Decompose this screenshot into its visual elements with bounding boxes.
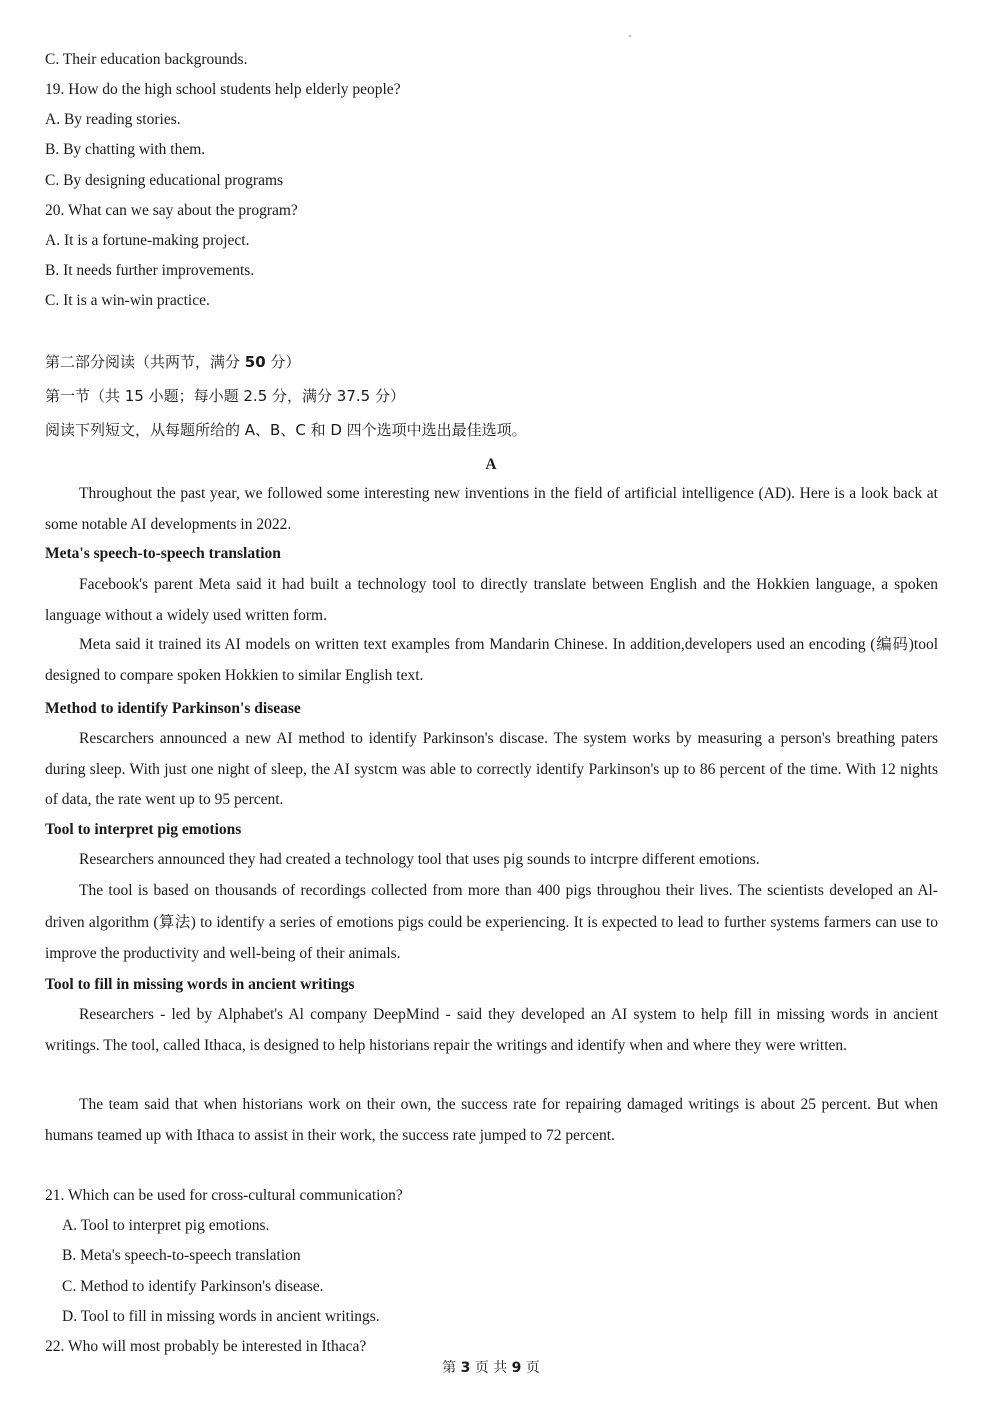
q21-option-c: C. Method to identify Parkinson's disease.: [62, 1278, 324, 1295]
q20-question: 20. What can we say about the program?: [45, 202, 298, 219]
part2-heading: [45, 352, 300, 372]
heading-parkinsons: Method to identify Parkinson's disease: [45, 700, 301, 717]
passage-label: A: [485, 456, 497, 473]
heading-meta-translation: Meta's speech-to-speech translation: [45, 545, 281, 562]
heading-pig-emotions: Tool to interpret pig emotions: [45, 821, 242, 838]
paragraph-parkinsons: Rescarchers announced a new AI method to identify Parkinson's discase. The system works by measuring a person's breathing paters during sleep. With just one night of sleep, the AI systcm was able to correctly identify Parkinson's up to 86 percent of the time. With 12 nights of data, the rate went up to 95 percent.: [45, 730, 938, 808]
part2-heading-post: 分）: [265, 353, 301, 371]
scan-dot: [629, 35, 631, 37]
paragraph-meta-2: Meta said it trained its AI models on written text examples from Mandarin Chinese. In addition,developers used an encoding (编码)tool designed to compare spoken Hokkien to similar English text.: [45, 636, 938, 684]
q20-option-c: C. It is a win-win practice.: [45, 292, 210, 309]
q21-question: 21. Which can be used for cross-cultural communication?: [45, 1187, 403, 1204]
q19-option-c: C. By designing educational programs: [45, 172, 284, 189]
q18-option-c: C. Their education backgrounds.: [45, 51, 248, 68]
footer-mid: 页 共: [470, 1360, 512, 1376]
paragraph-pig-2: The tool is based on thousands of recordings collected from more than 400 pigs throughou their lives. The scientists developed an Al-driven algorithm (算法) to identify a series of emotions pigs could be experiencing. It is expected to lead to further systems farmers can use to improve the productivity and well-being of their animals.: [45, 882, 938, 962]
page-footer: [0, 1358, 982, 1378]
q21-option-b: B. Meta's speech-to-speech translation: [62, 1247, 301, 1264]
paragraph-pig-1: Researchers announced they had created a technology tool that uses pig sounds to intcrpre different emotions.: [79, 851, 760, 868]
q19-question: 19. How do the high school students help elderly people?: [45, 81, 401, 98]
q20-option-a: A. It is a fortune-making project.: [45, 232, 250, 249]
passage-intro: Throughout the past year, we followed some interesting new inventions in the field of artificial intelligence (AD). Here is a look back at some notable AI developments in 2022.: [45, 485, 938, 533]
instruction: 阅读下列短文，从每题所给的 A、B、C 和 D 四个选项中选出最佳选项。: [45, 421, 527, 439]
q21-option-d: D. Tool to fill in missing words in ancient writings.: [62, 1308, 380, 1325]
part2-heading-score: 50: [244, 353, 266, 371]
q19-option-a: A. By reading stories.: [45, 111, 181, 128]
footer-total-pages: 9: [511, 1360, 522, 1376]
q20-option-b: B. It needs further improvements.: [45, 262, 255, 279]
heading-ancient-writings: Tool to fill in missing words in ancient writings: [45, 976, 355, 993]
q19-option-b: B. By chatting with them.: [45, 141, 206, 158]
footer-post: 页: [521, 1360, 540, 1376]
paragraph-ithaca-2: The team said that when historians work on their own, the success rate for repairing damaged writings is about 25 percent. But when humans teamed up with Ithaca to assist in their work, the success rate jumped to 72 percent.: [45, 1096, 938, 1144]
paragraph-meta-1: Facebook's parent Meta said it had built a technology tool to directly translate between English and the Hokkien language, a spoken language without a widely used written form.: [45, 576, 938, 624]
q21-option-a: A. Tool to interpret pig emotions.: [62, 1217, 270, 1234]
footer-page-number: 3: [460, 1360, 471, 1376]
q22-question: 22. Who will most probably be interested in Ithaca?: [45, 1338, 367, 1355]
section1-heading: 第一节（共 15 小题；每小题 2.5 分，满分 37.5 分）: [45, 387, 405, 405]
part2-heading-pre: 第二部分阅读（共两节，满分: [45, 353, 245, 371]
paragraph-ithaca-1: Researchers - led by Alphabet's Al company DeepMind - said they developed an AI system to help fill in missing words in ancient writings. The tool, called Ithaca, is designed to help historians repair the writings and identify when and where they were written.: [45, 1006, 938, 1054]
footer-pre: 第: [442, 1360, 461, 1376]
